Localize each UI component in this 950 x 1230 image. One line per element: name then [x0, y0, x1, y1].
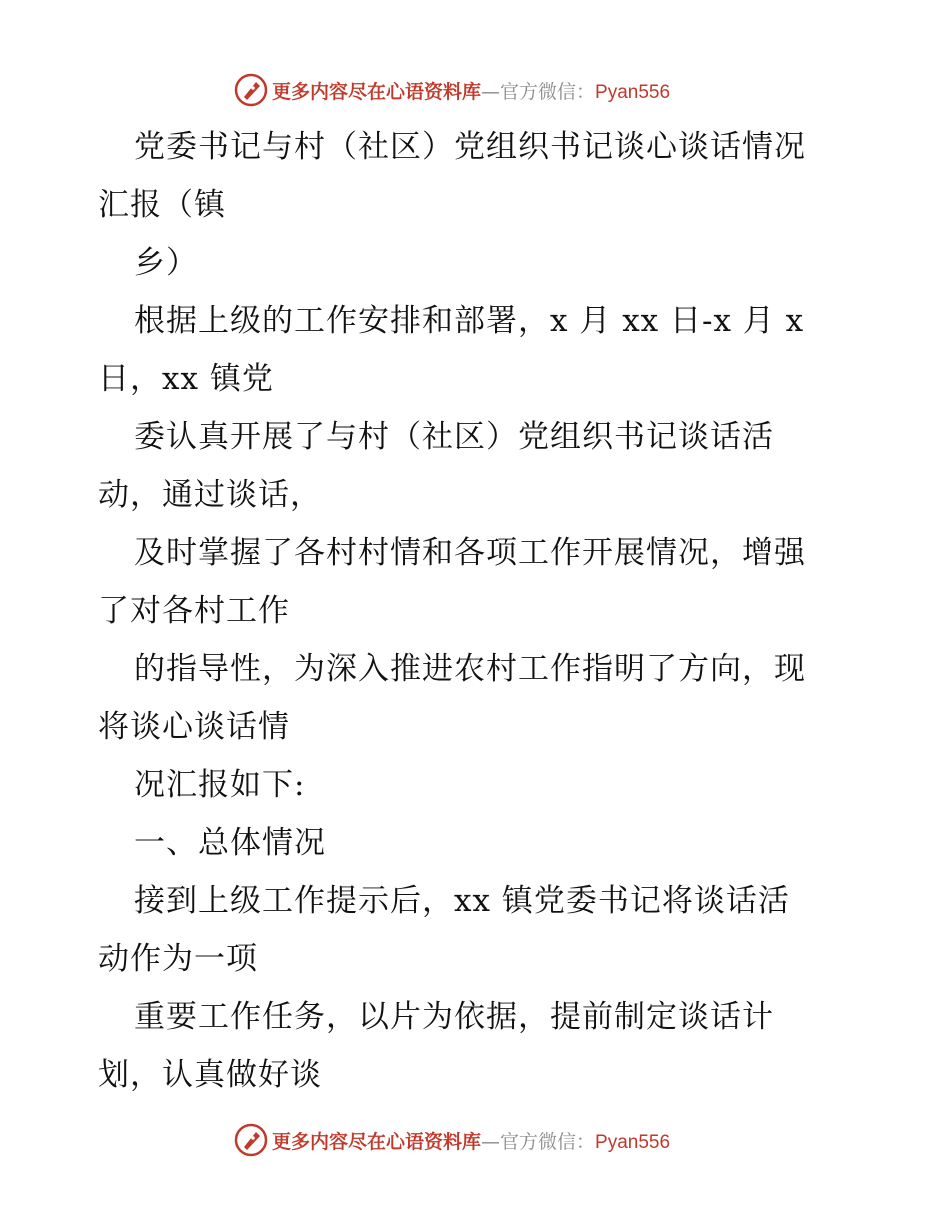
doc-title-line-2: 汇报（镇: [98, 187, 226, 223]
paragraph-line: 的指导性，为深入推进农村工作指明了方向，现: [134, 651, 806, 687]
watermark-wechat-id: Pyan556: [595, 1131, 671, 1153]
watermark-site-name: 更多内容尽在心语资料库: [272, 80, 482, 103]
paragraph-line: 日，xx 镇党: [98, 361, 274, 397]
paragraph-line: 动作为一项: [98, 941, 258, 977]
paragraph-line: 委认真开展了与村（社区）党组织书记谈话活: [134, 419, 774, 455]
paragraph-line: 重要工作任务，以片为依据，提前制定谈话计: [134, 999, 774, 1035]
paragraph-line: 况汇报如下:: [134, 767, 306, 803]
header-watermark: [0, 70, 950, 110]
paragraph-line: 接到上级工作提示后，xx 镇党委书记将谈话活: [134, 883, 790, 919]
paragraph-line: 根据上级的工作安排和部署，x 月 xx 日-x 月 x: [134, 303, 805, 339]
pen-nib-icon: [234, 73, 268, 107]
footer-watermark: [0, 1120, 950, 1160]
document-body: [98, 118, 858, 1104]
pen-nib-icon: [234, 1123, 268, 1157]
paragraph-line: 划，认真做好谈: [98, 1057, 322, 1093]
watermark-wechat-label: 官方微信：: [500, 1130, 596, 1153]
paragraph-line: 及时掌握了各村村情和各项工作开展情况，增强: [134, 535, 806, 571]
paragraph-line: 动，通过谈话，: [98, 477, 322, 513]
watermark-wechat-id: Pyan556: [595, 81, 671, 103]
doc-title-line-3: 乡）: [134, 245, 198, 281]
paragraph-line: 了对各村工作: [98, 593, 290, 629]
watermark-dash: —: [481, 1130, 501, 1153]
section-heading: 一、总体情况: [134, 825, 326, 861]
watermark-wechat-label: 官方微信：: [500, 80, 596, 103]
watermark-site-name: 更多内容尽在心语资料库: [272, 1130, 482, 1153]
watermark-dash: —: [481, 80, 501, 103]
paragraph-line: 将谈心谈话情: [98, 709, 290, 745]
doc-title-line-1: 党委书记与村（社区）党组织书记谈心谈话情况: [134, 129, 806, 165]
